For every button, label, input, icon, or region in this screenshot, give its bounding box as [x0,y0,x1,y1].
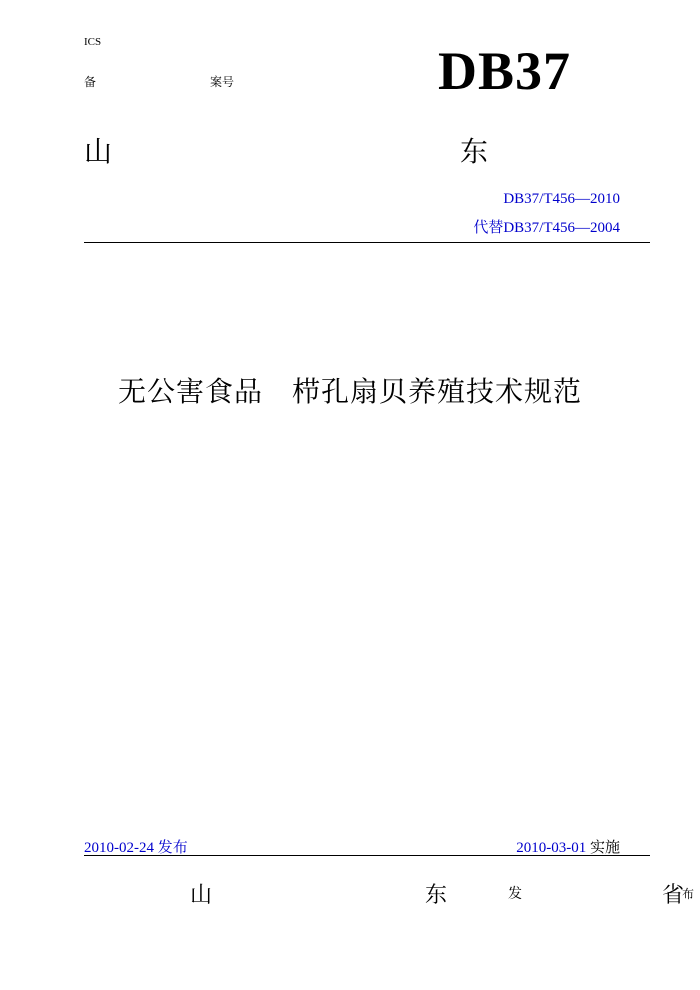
replaced-standard-number: 代替DB37/T456—2004 [473,220,620,236]
implement-date-value: 2010-03-01 [516,840,587,856]
standard-code-logo: DB37 [438,41,572,101]
implement-date [516,836,620,857]
record-label-part2: 案号 [210,75,235,89]
record-label-part1: 备 [84,75,97,89]
issuer-char-5: 布 [682,887,695,901]
issuer-char-3: 发 [508,886,522,902]
province-char-2: 东 [460,135,489,168]
standard-number: DB37/T456—2010 [503,191,620,207]
implement-label: 实施 [589,838,620,856]
issuer-char-1: 山 [190,883,213,908]
publish-date-value: 2010-02-24 [84,840,154,856]
publish-date [84,836,188,857]
header-divider [84,242,650,243]
issuer-char-2: 东 [425,883,448,908]
footer-divider [84,855,650,856]
document-title: 无公害食品 栉孔扇贝养殖技术规范 [117,375,582,408]
ics-label: ICS [84,36,102,48]
publish-label: 发布 [157,838,188,856]
issuer-char-4: 省 [662,883,685,908]
province-char-1: 山 [84,135,113,168]
